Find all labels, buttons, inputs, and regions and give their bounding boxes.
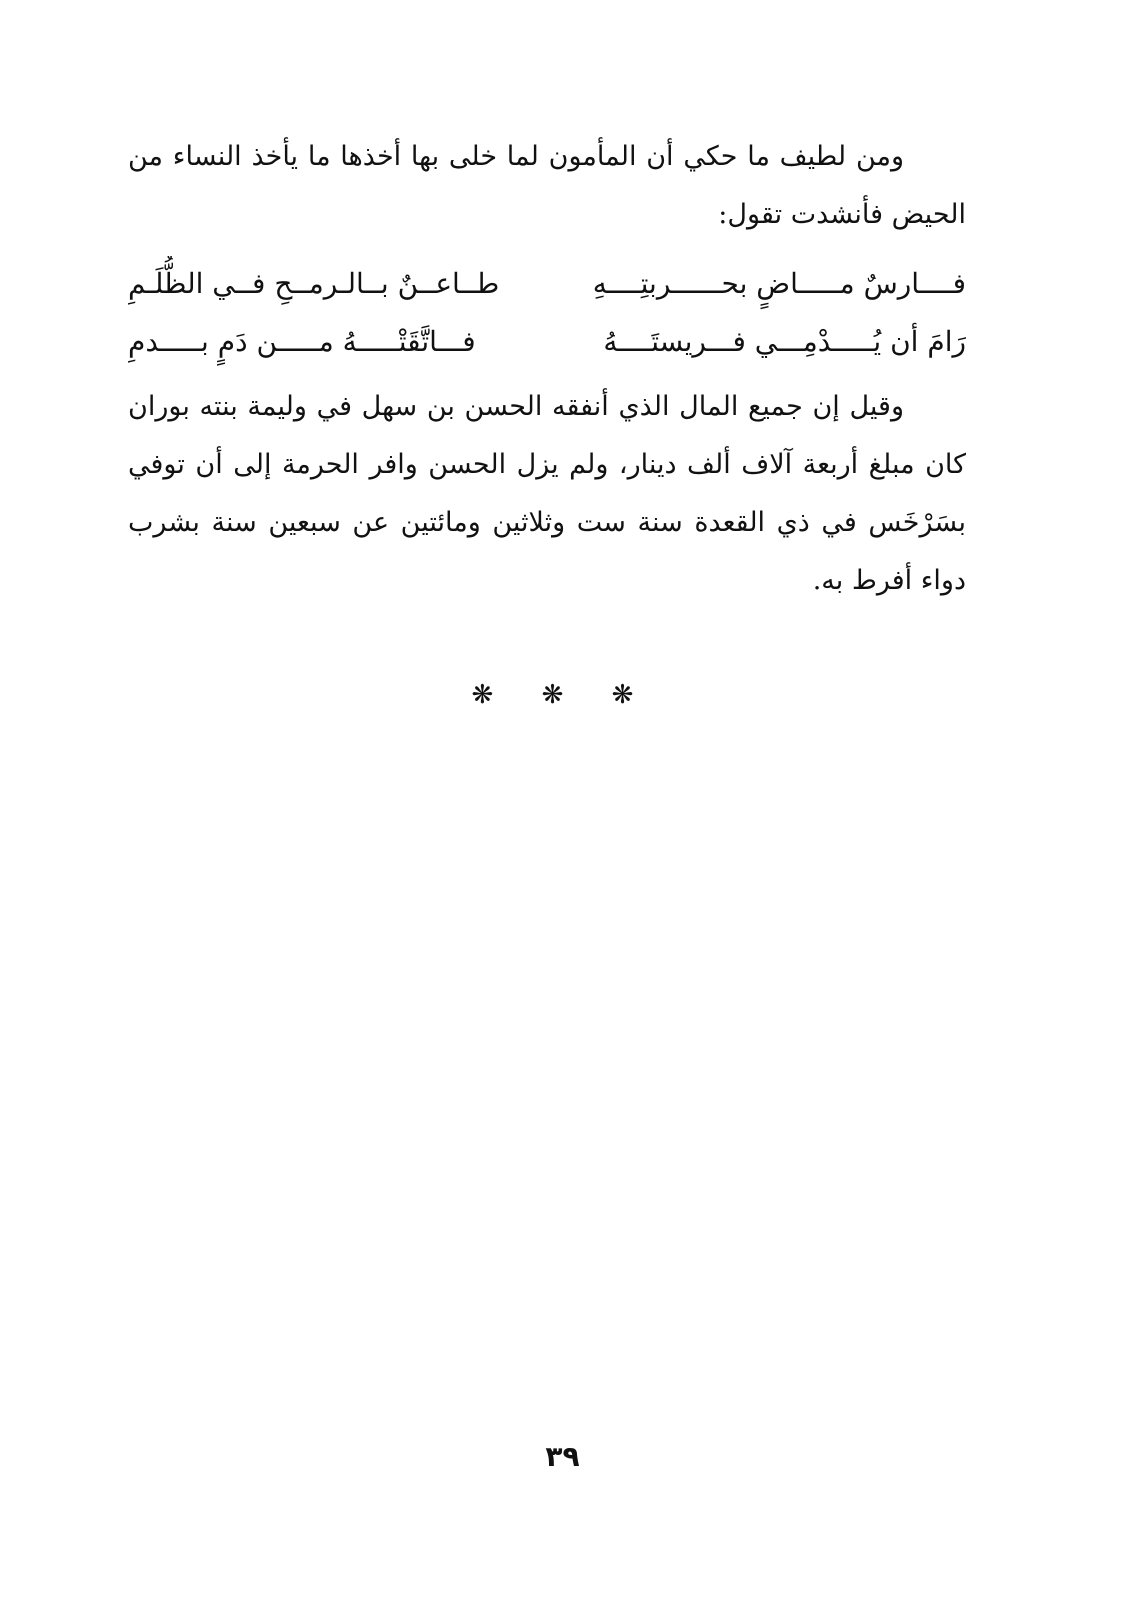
verse-1-second-hemistich: طــاعــنٌ بــالـرمــحِ فــي الظُّلَـمِ (128, 267, 500, 300)
paragraph-boran: وقيل إن جميع المال الذي أنفقه الحسن بن سهل في وليمة بنته بوران كان مبلغ أربعة آلاف ألف دينار، ولم يزل الحسن وافر الحرمة إلى أن توفي بسَرْخَس في ذي القعدة سنة ست وثلاثين ومائتين عن سبعين سنة بشرب دواء أفرط به. (128, 391, 966, 596)
poem (128, 256, 966, 372)
verse-1-first-hemistich: فــــارسٌ مـــــاضٍ بحــــــربتِــــهِ (592, 267, 966, 300)
section-separator: ❋ ❋ ❋ (471, 680, 654, 710)
page-number: ٣٩ (545, 1440, 580, 1473)
text-block (128, 128, 966, 610)
poem-verse-1 (128, 256, 966, 314)
verse-2-second-hemistich: فـــاتَّقَتْـــــهُ مـــــن دَمٍ بـــــدمِ (128, 325, 476, 358)
verse-2-first-hemistich: رَامَ أن يُـــــدْمِـــي فـــريستَــــهُ (603, 325, 966, 358)
poem-verse-2 (128, 314, 966, 372)
paragraph-intro: ومن لطيف ما حكي أن المأمون لما خلى بها أخذها ما يأخذ النساء من الحيض فأنشدت تقول: (128, 141, 966, 230)
